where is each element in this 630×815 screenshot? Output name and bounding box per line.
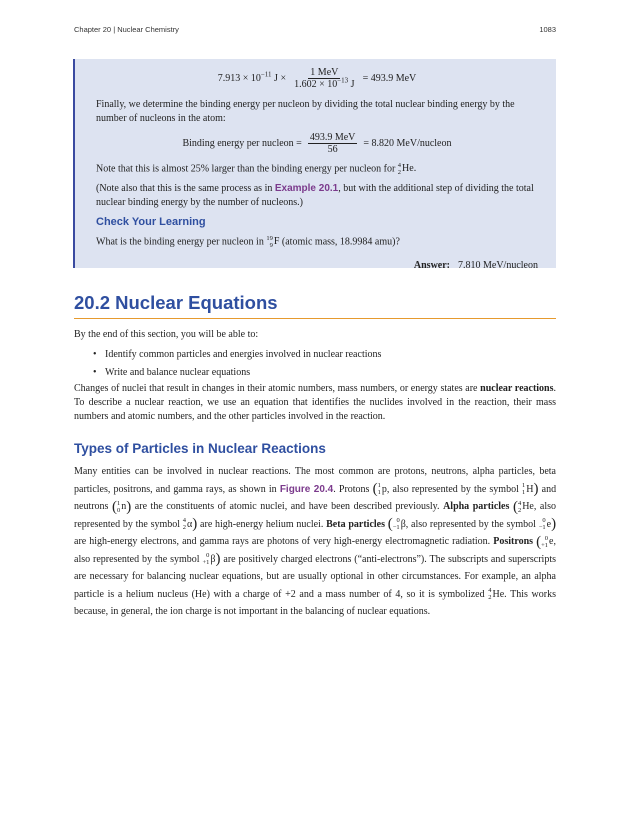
answer-line xyxy=(96,259,538,273)
eq1-fraction xyxy=(292,67,357,90)
eq1-numerator: 1 MeV xyxy=(310,67,339,78)
eq1-denominator: $1.602 \times 10^{-13}$ J xyxy=(294,76,355,90)
eq2-result: = 8.820 MeV/nucleon xyxy=(363,137,452,149)
eq1-lhs-exponent: −11 xyxy=(260,70,272,79)
neutron-nuclide: ( 1 0 n ) xyxy=(112,498,132,515)
fluorine-nuclide: 19 9 F xyxy=(266,235,280,250)
positron-beta-nuclide: 0 +1 β ) xyxy=(202,551,221,568)
example-paragraph-1: Finally, we determine the binding energy per nucleon by dividing the total nuclear binding energy by the number of nucleons in the atom: xyxy=(96,99,515,124)
term-beta-particles: Beta particles xyxy=(326,518,385,530)
answer-label: Answer: xyxy=(413,259,450,271)
alpha-helium-nuclide: ( 4 2 He, xyxy=(512,498,537,515)
subsection-title: Types of Particles in Nuclear Reactions xyxy=(74,441,326,456)
particles-paragraph: Many entities can be involved in nuclear reactions. The most common are protons, neutrons, alpha particles, beta particles, positrons, and gamma rays, as shown in Figure 20.4. Protons ( 1 1 p, also represented by the symbol 1 1 H ) and neutrons ( 1 0 n ) are the constituents of atomic nuclei, and have been described previously. Alpha particles ( 4 2 He, also represented by the symbol 4 2 α ) are high-energy helium nuclei. Beta particles ( 0 −1 β, also represented by the symbol 0 −1 e ) are high-energy electrons, and gamma rays are photons of very high-energy electromagnetic radiation. Positrons ( 0 +1 e, also represented by the symbol 0 +1 β ) are positively charged electrons (“anti-electrons”). The subscripts and superscripts are necessary for balancing nuclear equations, but are usually optional in other circumstances. For example, an alpha particle is a helium nucleus (He) with a charge of +2 and a mass number of 4, so it is symbolized 4 2 He. This works because, in general, the ion charge is not important in the balancing of nuclear equations. xyxy=(74,466,557,618)
objectives-intro: By the end of this section, you will be able to: xyxy=(74,329,259,340)
section-title: 20.2 Nuclear Equations xyxy=(74,292,556,319)
proton-nuclide: ( 1 1 p, xyxy=(372,481,390,498)
eq1-lhs: 7.913 × 10 xyxy=(217,72,261,84)
example-paragraph-3: (Note also that this is the same process as in Example 20.1, but with the additional step of dividing the total nuclear binding energy by the number of nucleons.) xyxy=(96,183,534,209)
eq1-lhs-unit: J × xyxy=(271,72,287,84)
helium-nuclide: 4 2 He. xyxy=(397,162,417,176)
check-question: What is the binding energy per nucleon in 19 9 F (atomic mass, 18.9984 amu)? xyxy=(96,235,400,250)
helium-symbol-nuclide: 4 2 He. xyxy=(488,587,507,602)
objective-item: • Write and balance nuclear equations xyxy=(105,366,556,380)
example-box xyxy=(73,59,556,271)
conversion-equation xyxy=(96,67,538,90)
hydrogen-nuclide: 1 1 H ) xyxy=(522,481,539,498)
term-alpha-particles: Alpha particles xyxy=(443,501,510,513)
eq2-fraction xyxy=(308,132,358,155)
example-paragraph-2: Note that this is almost 25% larger than the binding energy per nucleon for 4 2 He. xyxy=(96,162,417,176)
objectives-list xyxy=(74,348,556,380)
eq2-denominator: 56 xyxy=(327,144,338,155)
objective-item: • Identify common particles and energies involved in nuclear reactions xyxy=(105,348,556,362)
eq2-numerator: 493.9 MeV xyxy=(309,132,356,143)
running-header xyxy=(74,25,556,34)
term-nuclear-reactions: nuclear reactions xyxy=(480,383,554,394)
eq1-result: = 493.9 MeV xyxy=(362,72,417,84)
example-20-1-link[interactable]: Example 20.1 xyxy=(274,183,339,195)
nuclear-reactions-paragraph: Changes of nuclei that result in changes in their atomic numbers, mass numbers, or energy states are nuclear reactions. To describe a nuclear reaction, we use an equation that identifies the nuclides involved in the reaction, their mass numbers and atomic numbers, and the other particles involved in the reaction. xyxy=(74,383,557,422)
chapter-label: Chapter 20 | Nuclear Chemistry xyxy=(74,25,179,34)
term-positrons: Positrons xyxy=(493,536,534,548)
electron-nuclide: 0 −1 e ) xyxy=(538,516,557,533)
eq2-lhs: Binding energy per nucleon = xyxy=(182,137,302,149)
beta-nuclide: ( 0 −1 β, xyxy=(387,516,409,533)
figure-20-4-link[interactable]: Figure 20.4 xyxy=(279,483,334,495)
learning-objectives xyxy=(74,328,556,384)
check-your-learning-title: Check Your Learning xyxy=(96,216,206,229)
positron-nuclide: ( 0 +1 e, xyxy=(536,533,556,550)
answer-value: 7.810 MeV/nucleon xyxy=(458,259,538,271)
binding-energy-equation xyxy=(96,132,538,155)
page-number: 1083 xyxy=(539,25,556,34)
alpha-symbol-nuclide: 4 2 α ) xyxy=(182,516,198,533)
